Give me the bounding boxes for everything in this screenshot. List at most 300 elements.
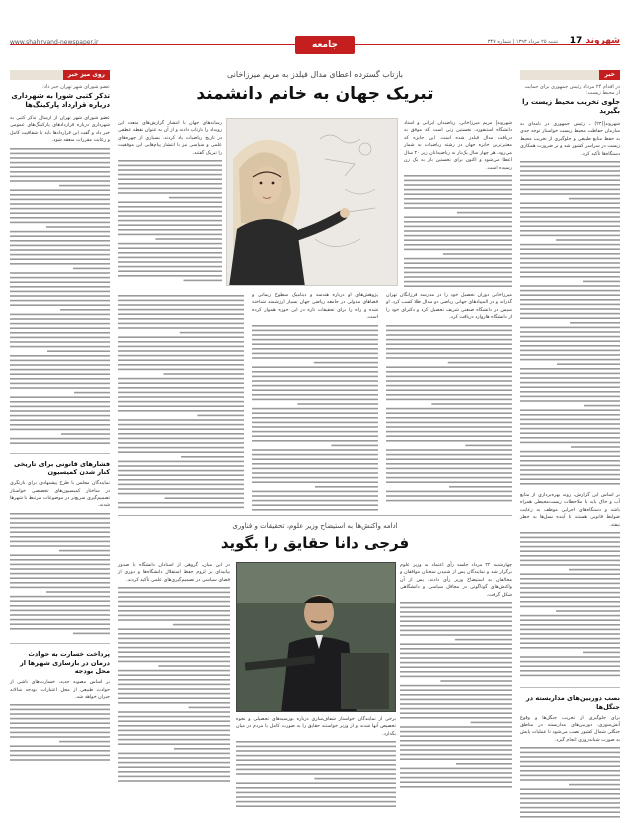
text-line	[118, 610, 230, 612]
text-line	[252, 398, 378, 400]
text-line	[10, 327, 110, 329]
text-line	[386, 334, 512, 336]
text-line	[386, 329, 512, 331]
text-line	[10, 373, 110, 375]
text-line	[10, 704, 110, 706]
text-line	[520, 807, 620, 809]
text-line	[155, 238, 222, 240]
text-line	[386, 449, 512, 451]
text-line	[10, 559, 110, 561]
text-line	[252, 421, 378, 423]
text-line	[10, 513, 110, 515]
text-line	[583, 652, 620, 654]
text-line	[118, 762, 230, 764]
text-line	[386, 343, 512, 345]
text-line	[10, 746, 110, 748]
text-line	[236, 769, 396, 771]
text-line	[10, 148, 110, 150]
text-line	[440, 680, 512, 682]
text-line	[400, 611, 512, 613]
text-line	[118, 364, 244, 366]
text-line	[400, 754, 512, 756]
text-line	[386, 476, 512, 478]
text-line	[315, 486, 378, 488]
text-line	[10, 609, 110, 611]
text-line	[10, 368, 110, 370]
text-line	[404, 189, 512, 191]
right-section-label: خبر	[599, 70, 620, 80]
text-line	[520, 221, 620, 223]
text-line	[520, 793, 620, 795]
text-line	[520, 642, 620, 644]
text-line	[118, 192, 222, 194]
text-line	[10, 382, 110, 384]
text-line	[118, 401, 244, 403]
text-line	[520, 596, 620, 598]
text-line	[10, 750, 110, 752]
left-body-1: عضو شورای شهر تهران از ارسال تذکر کتبی به شهرداری درباره قراردادهای پارکینگ‌های عمومی خبر داد و گفت این قراردادها باید با شفافیت کامل و رعایت مقررات منعقد شود.	[10, 115, 110, 144]
text-line	[10, 359, 110, 361]
text-line	[520, 670, 620, 672]
text-line	[118, 656, 230, 658]
text-line	[520, 396, 620, 398]
text-line	[236, 746, 396, 748]
text-line	[400, 768, 512, 770]
text-line	[169, 197, 222, 199]
text-line	[197, 415, 244, 417]
text-line	[520, 761, 620, 763]
text-line	[10, 718, 110, 720]
text-line	[520, 377, 620, 379]
text-line	[252, 499, 378, 501]
second-headline: فرجی دانا حقایق را بگوید	[220, 534, 410, 552]
text-line	[252, 490, 378, 492]
text-line	[118, 587, 230, 589]
text-line	[520, 442, 620, 444]
text-line	[386, 375, 512, 377]
text-line	[448, 361, 512, 363]
text-line	[118, 183, 222, 185]
text-line	[118, 629, 230, 631]
text-line	[10, 235, 110, 237]
text-line	[520, 400, 620, 402]
text-line	[118, 378, 244, 380]
text-line	[118, 318, 244, 320]
right-body-1: شهروند|(۲۴) ـ رئیس جمهوری در نامه‌ای به سازمان حفاظت محیط زیست خواستار توجه جدی به حفظ منابع طبیعی و جلوگیری از تخریب محیط زیست در سراسر کشور شد و بر ضرورت همکاری دستگاه‌ها تأکید کرد.	[520, 121, 620, 157]
second-text-lines-g	[118, 584, 230, 784]
text-line	[314, 361, 378, 363]
text-line	[73, 267, 110, 269]
text-line	[118, 615, 230, 617]
text-line	[10, 318, 110, 320]
text-line	[10, 313, 110, 315]
right-text-lines-3	[520, 744, 620, 820]
text-line	[10, 221, 110, 223]
text-line	[465, 444, 512, 446]
text-line	[400, 607, 512, 609]
main-article-c: میرزاخانی دوران تحصیل خود را در مدرسه فرزانگان تهران گذراند و در المپیادهای جهانی ریاضی دو مدال طلا کسب کرد. او سپس در دانشگاه صنعتی شریف تحصیل کرد و دکترای خود را از دانشگاه هاروارد دریافت کرد.	[386, 293, 512, 321]
left-subheadline-1: فشارهای قانونی برای تاریخی کنار شدن کمیسیون	[14, 459, 110, 477]
text-line	[520, 299, 620, 301]
text-line	[10, 401, 110, 403]
text-line	[520, 207, 620, 209]
second-article-center	[236, 716, 396, 812]
text-line	[118, 327, 244, 329]
text-line	[400, 676, 512, 678]
text-line	[386, 371, 512, 373]
text-line	[10, 405, 110, 407]
text-line	[118, 479, 244, 481]
text-line	[520, 175, 620, 177]
text-line	[118, 215, 222, 217]
text-line	[520, 267, 620, 269]
text-line	[404, 180, 512, 182]
text-line	[236, 801, 396, 803]
text-line	[520, 423, 620, 425]
text-line	[386, 407, 512, 409]
text-line	[520, 308, 620, 310]
text-line	[520, 179, 620, 181]
text-line	[556, 239, 620, 241]
text-line	[520, 550, 620, 552]
text-line	[571, 446, 620, 448]
text-line	[520, 235, 620, 237]
text-line	[252, 472, 378, 474]
text-line	[118, 369, 244, 371]
text-line	[10, 563, 110, 565]
text-line	[386, 380, 512, 382]
text-line	[400, 657, 512, 659]
text-line	[520, 478, 620, 480]
text-line	[236, 760, 396, 762]
text-line	[520, 258, 620, 260]
text-line	[118, 359, 244, 361]
mirzakhani-photo	[226, 118, 398, 286]
text-line	[557, 363, 620, 365]
text-line	[10, 175, 110, 177]
text-line	[520, 474, 620, 476]
text-line	[10, 600, 110, 602]
text-line	[520, 294, 620, 296]
text-line	[236, 750, 396, 752]
text-line	[404, 244, 512, 246]
text-line	[520, 451, 620, 453]
text-line	[386, 348, 512, 350]
text-line	[10, 203, 110, 205]
text-line	[10, 760, 110, 762]
text-line	[118, 323, 244, 325]
main-kicker: بازتاب گسترده اعطای مدال فیلدز به مریم میرزاخانی	[226, 70, 404, 79]
text-line	[10, 272, 110, 274]
text-line	[520, 812, 620, 814]
section-logo: جامعه	[295, 36, 355, 54]
text-line	[118, 670, 230, 672]
text-line	[520, 633, 620, 635]
text-line	[520, 483, 620, 485]
text-line	[180, 332, 244, 334]
text-line	[520, 373, 620, 375]
text-line	[10, 414, 110, 416]
text-line	[46, 226, 110, 228]
text-line	[118, 424, 244, 426]
text-line	[10, 230, 110, 232]
text-line	[569, 198, 620, 200]
text-line	[431, 403, 512, 405]
page-number: 17	[569, 36, 583, 46]
text-line	[252, 334, 378, 336]
text-line	[118, 392, 244, 394]
text-line	[10, 410, 110, 412]
text-line	[520, 336, 620, 338]
left-text-lines-3	[10, 701, 110, 761]
main-article-a: شهروند| مریم میرزاخانی، ریاضیدان ایرانی و استاد دانشگاه استنفورد، نخستین زنی است که موفق به دریافت مدال فیلدز شده است. این جایزه که معتبرترین جایزه جهان در رشته ریاضیات به شمار می‌رود، هر چهار سال یک‌بار به ریاضیدانان زیر ۴۰ سال اعطا می‌شود و اکنون برای نخستین بار به یک زن رسیده است.	[404, 121, 512, 171]
text-line	[520, 757, 620, 759]
second-article-g: در این میان، گروهی از استادان دانشگاه با صدور بیانیه‌ای بر لزوم حفظ استقلال دانشگاه‌ها و دوری از فضای سیاسی در تصمیم‌گیری‌های علمی تأکید کردند.	[118, 563, 230, 583]
text-line	[10, 198, 110, 200]
text-line	[400, 634, 512, 636]
text-line	[10, 194, 110, 196]
text-line	[10, 614, 110, 616]
text-line	[520, 230, 620, 232]
text-line	[10, 737, 110, 739]
text-line	[252, 495, 378, 497]
text-line	[400, 699, 512, 701]
text-line	[118, 169, 222, 171]
text-line	[118, 234, 222, 236]
text-line	[10, 157, 110, 159]
text-line	[331, 444, 378, 446]
right-divider	[520, 687, 620, 688]
text-line	[404, 276, 512, 278]
text-line	[520, 560, 620, 562]
text-line	[10, 295, 110, 297]
right-text-lines-2	[520, 529, 620, 679]
text-line	[10, 536, 110, 538]
text-line	[46, 591, 110, 593]
text-line	[400, 662, 512, 664]
text-line	[520, 564, 620, 566]
text-line	[520, 170, 620, 172]
left-column	[10, 70, 110, 815]
text-line	[10, 290, 110, 292]
masthead	[566, 36, 620, 46]
main-text-lines-b	[118, 157, 222, 282]
text-line	[520, 313, 620, 315]
text-line	[520, 359, 620, 361]
text-line	[520, 541, 620, 543]
text-line	[520, 386, 620, 388]
text-line	[252, 426, 378, 428]
text-line	[236, 755, 396, 757]
text-line	[386, 357, 512, 359]
text-line	[520, 285, 620, 287]
text-line	[386, 366, 512, 368]
text-line	[118, 493, 244, 495]
text-line	[404, 262, 512, 264]
text-line	[520, 414, 620, 416]
text-line	[520, 166, 620, 168]
text-line	[520, 656, 620, 658]
text-line	[118, 179, 222, 181]
text-line	[520, 546, 620, 548]
photo-whiteboard-illustration	[226, 119, 397, 286]
text-line	[520, 382, 620, 384]
text-line	[520, 276, 620, 278]
main-text-lines-d	[252, 322, 378, 512]
text-line	[118, 753, 230, 755]
text-line	[118, 606, 230, 608]
text-line	[400, 653, 512, 655]
text-line	[10, 424, 110, 426]
text-line	[118, 502, 244, 504]
text-line	[118, 313, 244, 315]
text-line	[520, 391, 620, 393]
text-line	[118, 271, 222, 273]
text-line	[386, 458, 512, 460]
text-line	[10, 286, 110, 288]
text-line	[236, 806, 396, 808]
text-line	[118, 771, 230, 773]
text-line	[118, 451, 244, 453]
text-line	[10, 568, 110, 570]
text-line	[10, 249, 110, 251]
text-line	[118, 484, 244, 486]
text-line	[520, 803, 620, 805]
text-line	[252, 343, 378, 345]
text-line	[520, 816, 620, 818]
text-line	[400, 602, 512, 604]
text-line	[456, 763, 512, 765]
text-line	[583, 281, 620, 283]
text-line	[386, 467, 512, 469]
text-line	[73, 632, 110, 634]
text-line	[118, 461, 244, 463]
text-line	[118, 716, 230, 718]
text-line	[449, 486, 512, 488]
text-line	[520, 573, 620, 575]
text-line	[118, 229, 222, 231]
main-article-mid-3	[118, 292, 244, 514]
text-line	[386, 352, 512, 354]
text-line	[252, 412, 378, 414]
text-line	[404, 272, 512, 274]
text-line	[400, 782, 512, 784]
left-subheadline-2: پرداخت خسارت به حوادث درمان در بازسازی شهرها از محل بودجه	[19, 649, 110, 676]
text-line	[386, 463, 512, 465]
text-line	[400, 694, 512, 696]
text-line	[10, 189, 110, 191]
text-line	[10, 628, 110, 630]
text-line	[118, 638, 230, 640]
text-line	[118, 355, 244, 357]
text-line	[118, 702, 230, 704]
text-line	[158, 665, 230, 667]
text-line	[400, 772, 512, 774]
text-line	[118, 744, 230, 746]
text-line	[118, 160, 222, 162]
text-line	[118, 220, 222, 222]
text-line	[404, 285, 512, 287]
text-line	[252, 325, 378, 327]
right-text-lines-1	[520, 158, 620, 488]
text-line	[252, 329, 378, 331]
text-line	[181, 456, 244, 458]
main-article-mid-2	[252, 292, 378, 516]
text-line	[118, 438, 244, 440]
text-line	[118, 202, 222, 204]
text-line	[404, 193, 512, 195]
text-line	[400, 667, 512, 669]
text-line	[569, 784, 620, 786]
text-line	[118, 300, 244, 302]
text-line	[10, 605, 110, 607]
text-line	[386, 495, 512, 497]
text-line	[10, 709, 110, 711]
text-line	[252, 435, 378, 437]
text-line	[520, 212, 620, 214]
website-url[interactable]: www.shahrvand-newspaper.ir	[10, 39, 99, 46]
text-line	[252, 476, 378, 478]
text-line	[404, 175, 512, 177]
text-line	[443, 253, 512, 255]
text-line	[520, 789, 620, 791]
text-line	[386, 430, 512, 432]
text-line	[10, 171, 110, 173]
text-line	[520, 638, 620, 640]
text-line	[570, 322, 620, 324]
text-line	[118, 474, 244, 476]
text-line	[520, 432, 620, 434]
text-line	[118, 633, 230, 635]
text-line	[520, 592, 620, 594]
main-text-lines-c	[386, 322, 512, 502]
text-line	[455, 639, 512, 641]
text-line	[74, 391, 110, 393]
text-line	[118, 684, 230, 686]
text-line	[520, 583, 620, 585]
text-line	[118, 387, 244, 389]
text-line	[404, 239, 512, 241]
text-line	[118, 652, 230, 654]
text-line	[400, 717, 512, 719]
text-line	[118, 410, 244, 412]
text-line	[520, 766, 620, 768]
left-headline: تذکر کتبی شورا به شهرداری درباره قرارداد پارکینگ‌ها	[11, 92, 110, 110]
text-line	[10, 396, 110, 398]
text-line	[118, 661, 230, 663]
text-line	[236, 783, 396, 785]
text-line	[47, 350, 110, 352]
text-line	[118, 174, 222, 176]
text-line	[118, 261, 222, 263]
text-line	[10, 258, 110, 260]
text-line	[10, 378, 110, 380]
text-line	[118, 257, 222, 259]
text-line	[236, 792, 396, 794]
text-line	[10, 419, 110, 421]
text-line	[118, 396, 244, 398]
text-line	[10, 355, 110, 357]
text-line	[252, 384, 378, 386]
text-line	[118, 243, 222, 245]
text-line	[10, 527, 110, 529]
right-body-2: بر اساس این گزارش، روند بهره‌برداری از منابع آب و خاک باید با ملاحظات زیست‌محیطی همراه باشد و دستگاه‌های اجرایی موظف به رعایت ضوابط قانونی هستند تا آینده نسل‌ها به خطر نیفتد.	[520, 492, 620, 528]
text-line	[386, 338, 512, 340]
text-line	[400, 749, 512, 751]
text-line	[118, 419, 244, 421]
text-line	[10, 522, 110, 524]
text-line	[10, 577, 110, 579]
